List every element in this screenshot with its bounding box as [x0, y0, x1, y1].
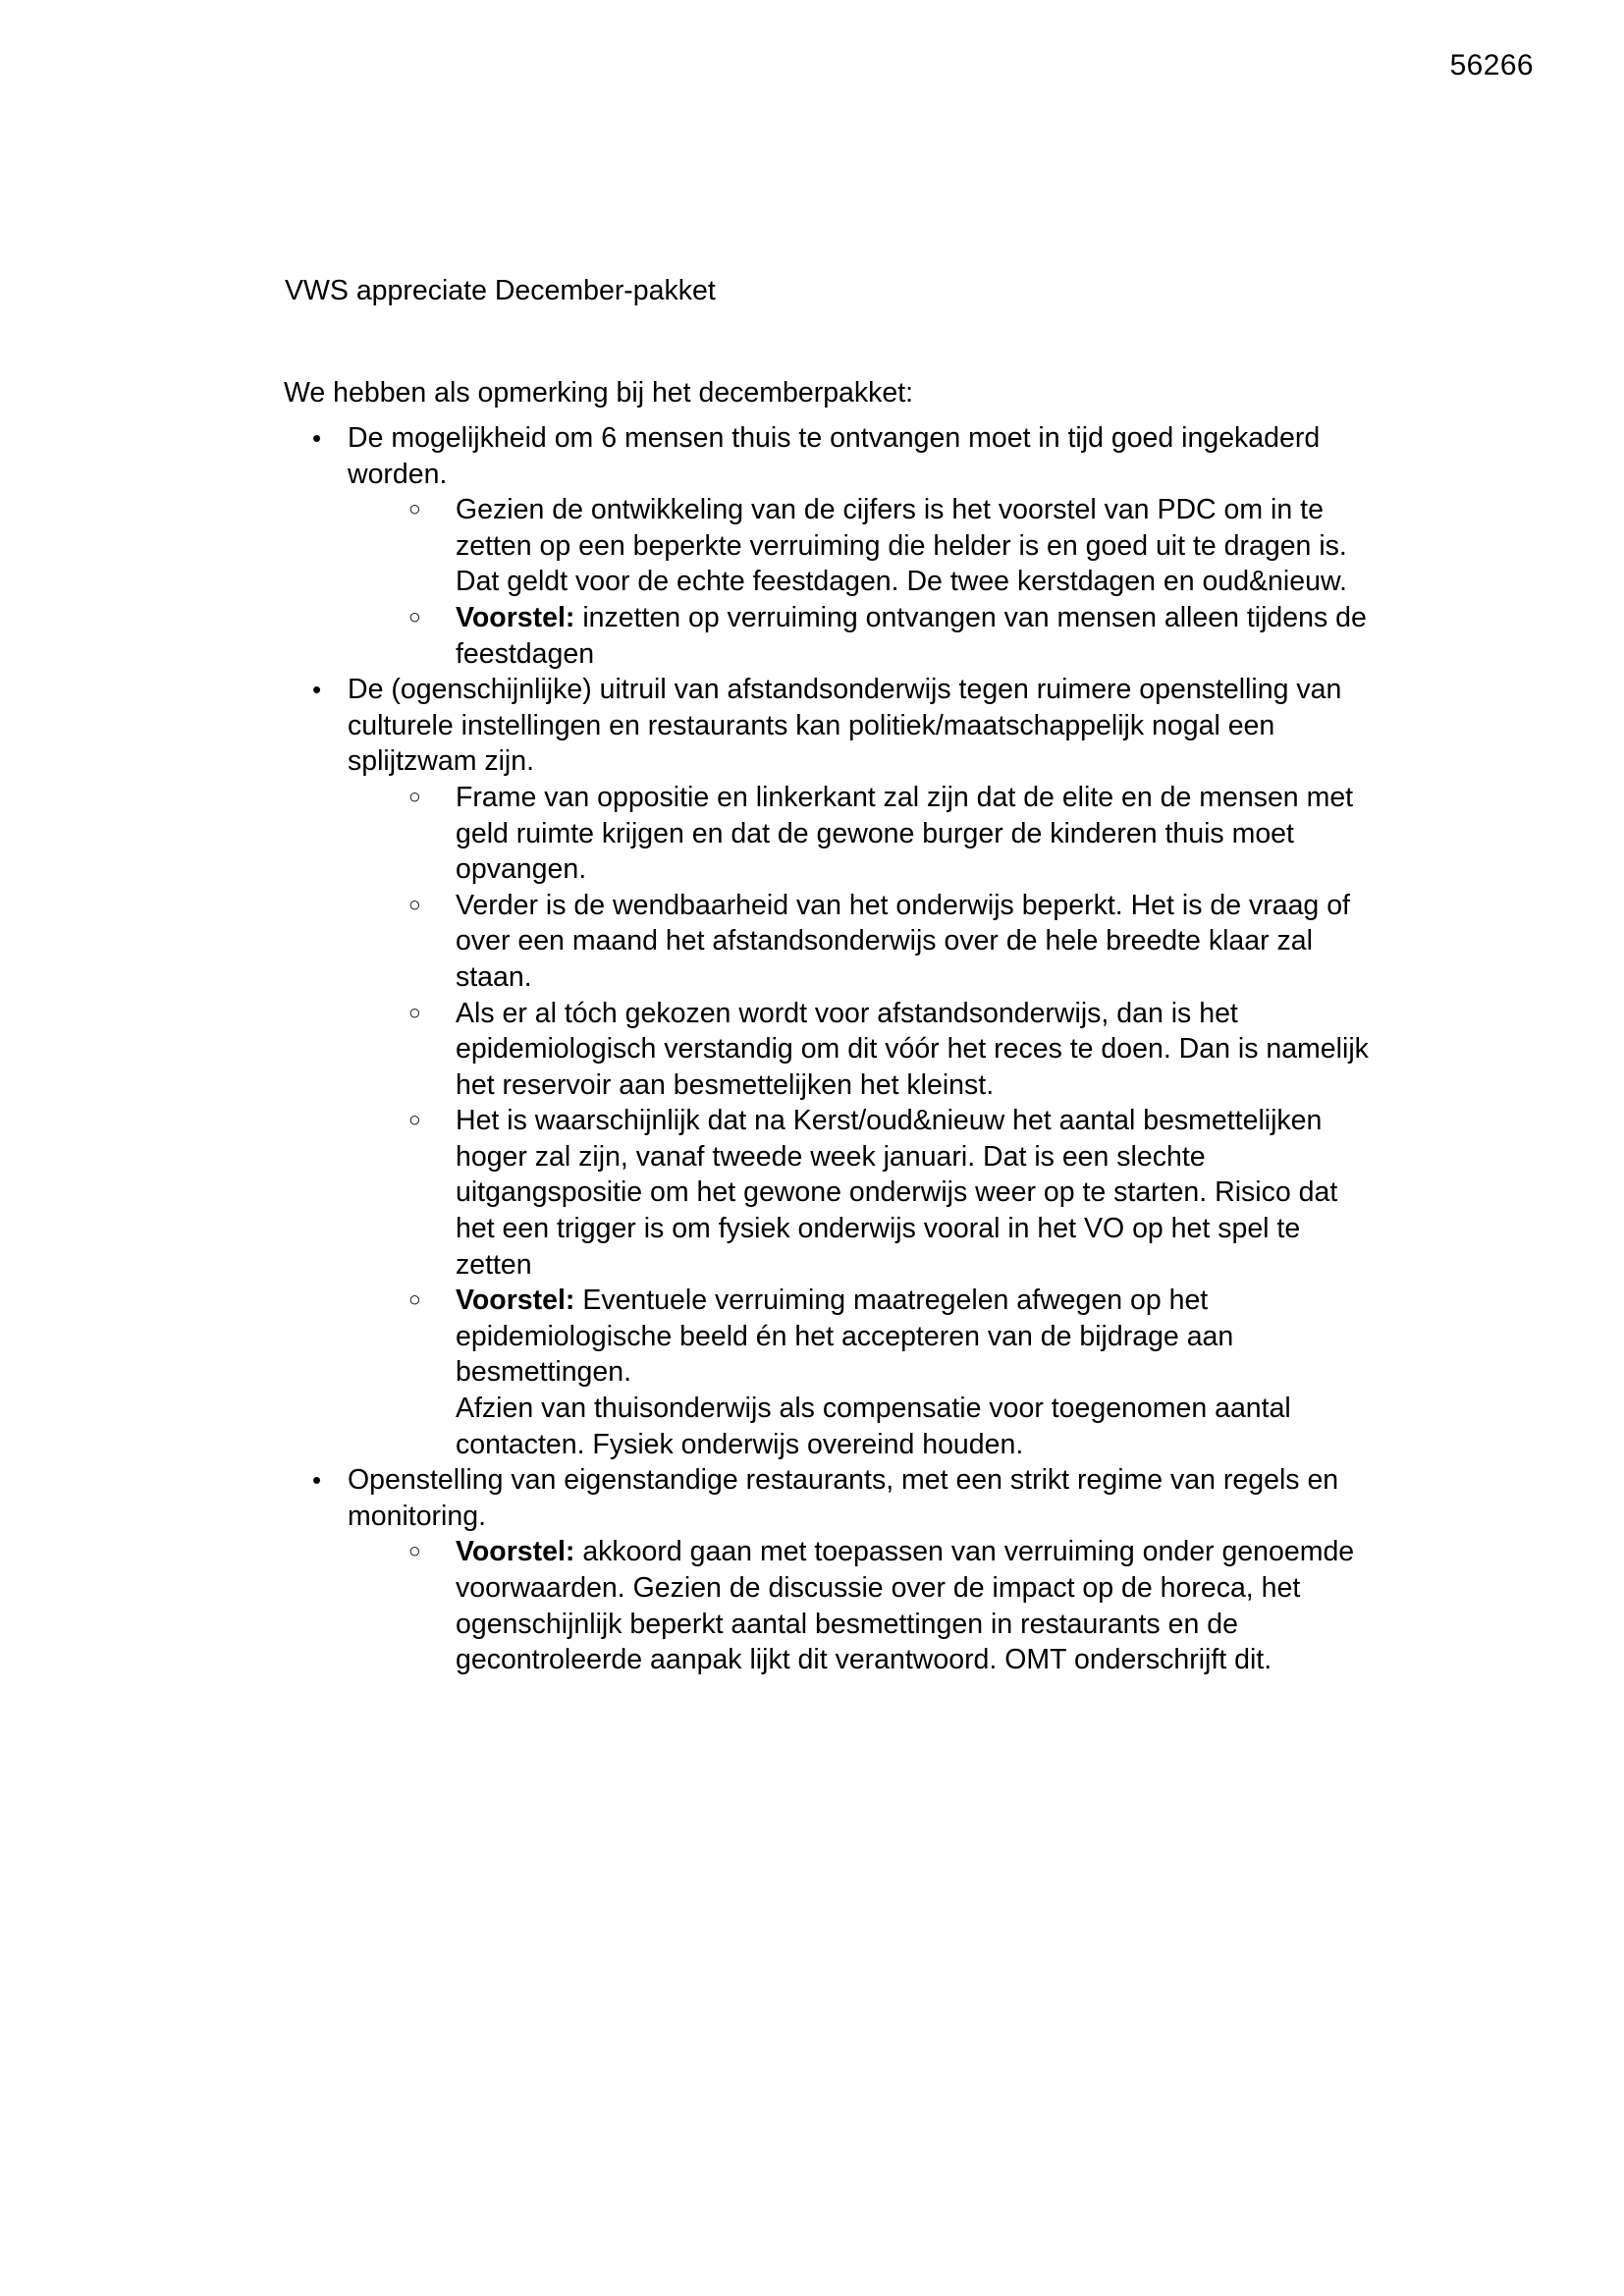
sub-list-item-lead: Voorstel:: [456, 601, 575, 633]
sub-list-item: [348, 996, 1375, 1104]
bullet-dot-icon: •: [312, 423, 322, 453]
page-number: 56266: [1449, 49, 1534, 82]
bullet-circle-icon: ○: [408, 785, 421, 808]
sub-list-item-lead: Voorstel:: [456, 1285, 575, 1317]
sub-list-item-text: inzetten op verruiming ontvangen van mensen alleen tijdens de feestdagen: [456, 601, 1367, 670]
bullet-circle-icon: ○: [408, 605, 421, 629]
bullet-circle-icon: ○: [408, 893, 421, 916]
bullet-dot-icon: •: [312, 1465, 322, 1496]
list-item-text: Openstelling van eigenstandige restaurants, met een strikt regime van regels en monitoring.: [348, 1464, 1339, 1532]
sub-list-item: [348, 1534, 1375, 1677]
sub-list-item-extra-text: Afzien van thuisonderwijs als compensatie voor toegenomen aantal contacten. Fysiek onderwijs overeind houden.: [456, 1393, 1291, 1460]
sub-list-item-text: Als er al tóch gekozen wordt voor afstandsonderwijs, dan is het epidemiologisch verstandig om dit vóór het reces te doen. Dan is namelijk het reservoir aan besmettelijken het kleinst.: [456, 997, 1369, 1101]
sub-list-item: [348, 780, 1375, 888]
sub-bullet-list: [348, 492, 1375, 672]
sub-list-item: [348, 600, 1375, 672]
sub-list-item-text: akkoord gaan met toepassen van verruiming onder genoemde voorwaarden. Gezien de discussie over de impact op de horeca, het ogenschijnlijk beperkt aantal besmettingen in restaurants en de gecontroleerde aanpak lijkt dit verantwoord. OMT onderschrijft dit.: [456, 1536, 1355, 1676]
sub-list-item-text: Gezien de ontwikkeling van de cijfers is het voorstel van PDC om in te zetten op een beperkte verruiming die helder is en goed uit te dragen is. Dat geldt voor de echte feestdagen. De twee kerstdagen en oud&nieuw.: [456, 494, 1347, 598]
sub-list-item: [348, 492, 1375, 600]
bullet-dot-icon: •: [312, 675, 322, 705]
main-bullet-list: [285, 420, 1375, 1678]
document-title: VWS appreciate December-pakket: [285, 275, 716, 306]
list-item: [285, 1462, 1375, 1678]
intro-paragraph: We hebben als opmerking bij het decemberpakket:: [284, 376, 914, 409]
list-item-text: De (ogenschijnlijke) uitruil van afstandsonderwijs tegen ruimere openstelling van culturele instellingen en restaurants kan politiek/maatschappelijk nogal een splijtzwam zijn.: [348, 674, 1342, 778]
sub-list-item-lead: Voorstel:: [456, 1536, 575, 1568]
list-item: [285, 420, 1375, 672]
sub-list-item-text: Frame van oppositie en linkerkant zal zijn dat de elite en de mensen met geld ruimte krijgen en dat de gewone burger de kinderen thuis moet opvangen.: [456, 781, 1354, 886]
sub-bullet-list: [348, 780, 1375, 1462]
sub-list-item-text: Verder is de wendbaarheid van het onderwijs beperkt. Het is de vraag of over een maand het afstandsonderwijs over de hele breedte klaar zal staan.: [456, 889, 1350, 993]
bullet-circle-icon: ○: [408, 1001, 421, 1024]
sub-list-item: [348, 1283, 1375, 1462]
list-item-text: De mogelijkheid om 6 mensen thuis te ontvangen moet in tijd goed ingekaderd worden.: [348, 422, 1321, 490]
sub-list-item: [348, 1103, 1375, 1283]
sub-list-item-text: Eventuele verruiming maatregelen afwegen op het epidemiologische beeld én het accepteren van de bijdrage aan besmettingen.: [456, 1285, 1234, 1389]
sub-list-item: [348, 888, 1375, 996]
sub-bullet-list: [348, 1534, 1375, 1677]
document-content: [285, 277, 1375, 1678]
sub-list-item-text: Het is waarschijnlijk dat na Kerst/oud&nieuw het aantal besmettelijken hoger zal zijn, vanaf tweede week januari. Dat is een slechte uitgangspositie om het gewone onderwijs weer op te starten. Risico dat het een trigger is om fysiek onderwijs vooral in het VO op het spel te zetten: [456, 1105, 1338, 1281]
bullet-circle-icon: ○: [408, 1540, 421, 1563]
bullet-circle-icon: ○: [408, 1288, 421, 1312]
list-item: [285, 672, 1375, 1462]
bullet-circle-icon: ○: [408, 1109, 421, 1132]
bullet-circle-icon: ○: [408, 498, 421, 521]
